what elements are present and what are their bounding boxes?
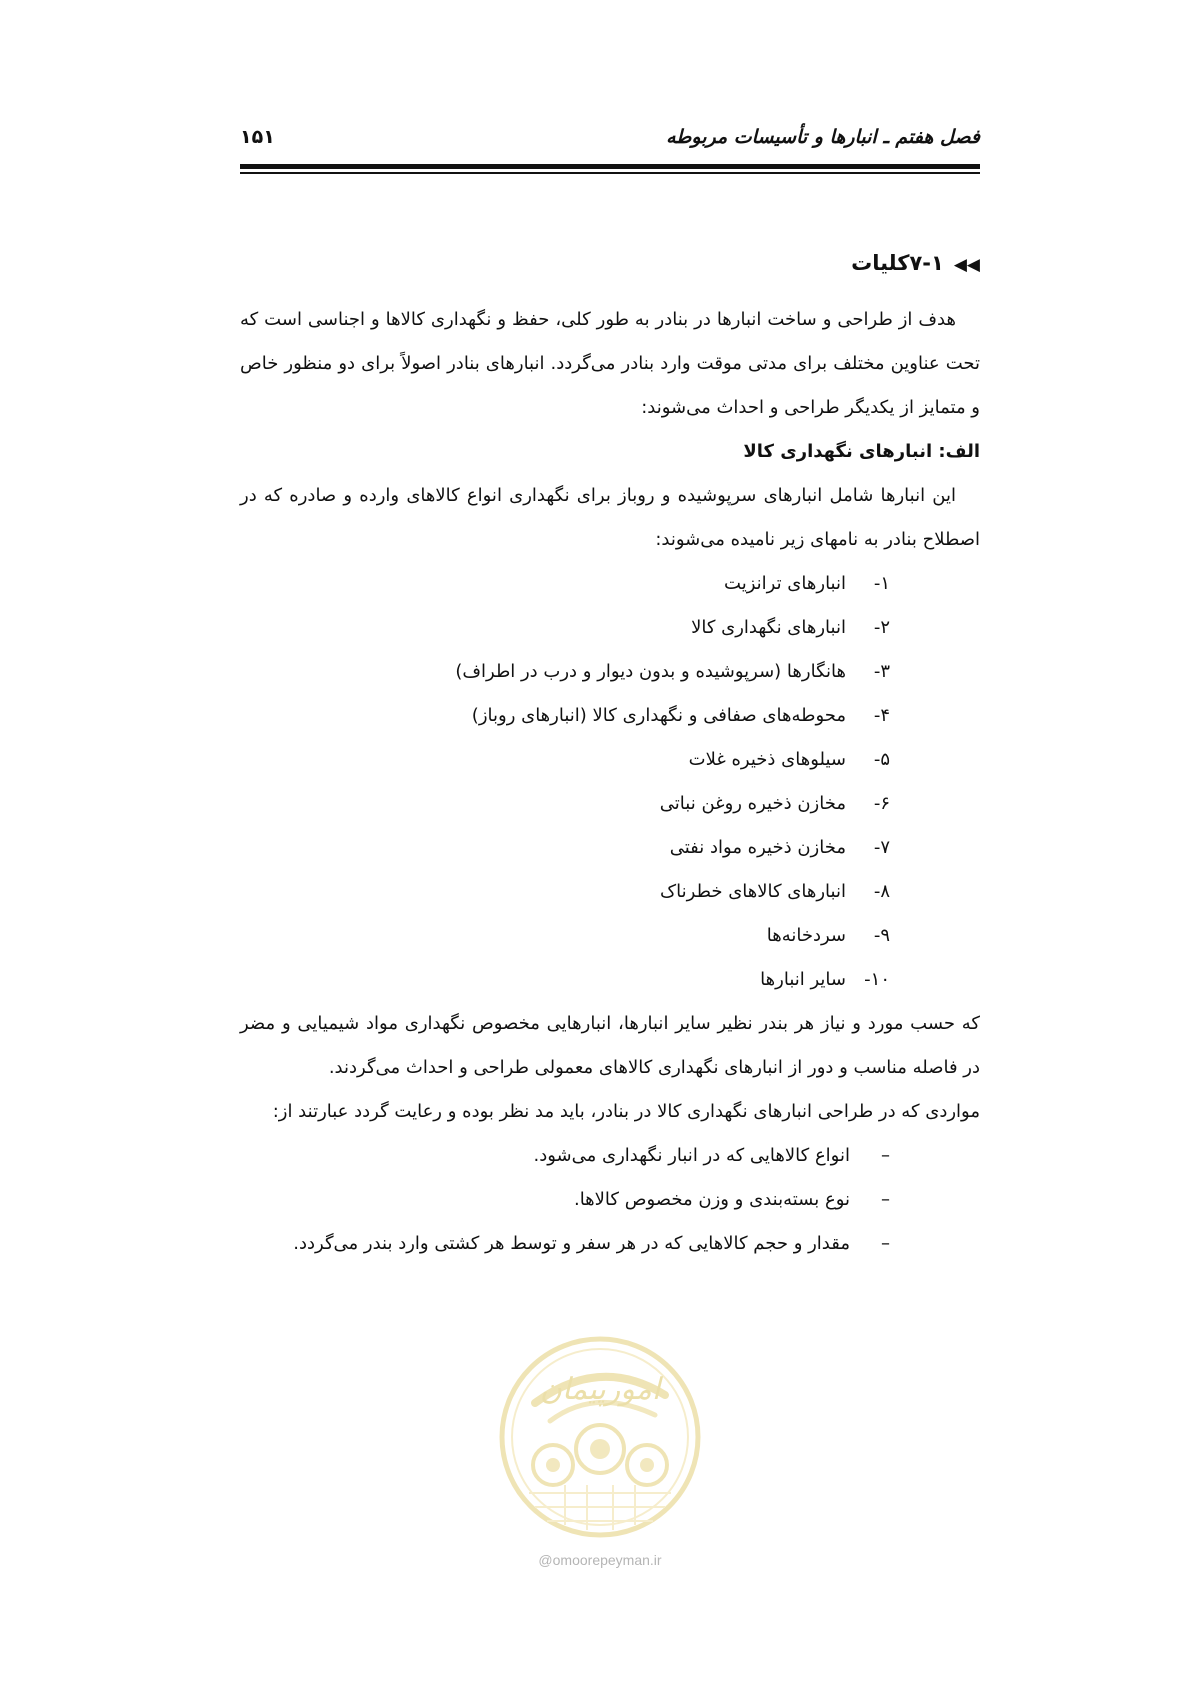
intro-paragraph: هدف از طراحی و ساخت انبارها در بنادر به طور کلی، حفظ و نگهداری کالاها و اجناسی است که تحت عناوین مختلف برای مدتی موقت وارد بنادر می‌گردد. انبارهای بنادر اصولاً برای دو منظور خاص و متمایز از یکدیگر طراحی و احداث می‌شوند: xyxy=(240,309,980,418)
list-item-text: هانگارها (سرپوشیده و بدون دیوار و درب در اطراف) xyxy=(455,661,846,682)
list-item xyxy=(240,870,890,914)
list-item-text: انبارهای نگهداری کالا xyxy=(691,617,846,638)
watermark-logo-icon xyxy=(495,1325,705,1555)
list-item-number: ۶- xyxy=(873,793,890,814)
considerations-intro: مواردی که در طراحی انبارهای نگهداری کالا در بنادر، باید مد نظر بوده و رعایت گردد عبارتند از: xyxy=(272,1101,980,1122)
header-rule-thick xyxy=(240,164,980,169)
list-item xyxy=(240,694,890,738)
list-item-text: سردخانه‌ها xyxy=(766,925,846,946)
bullet-item xyxy=(240,1222,890,1266)
list-item xyxy=(240,958,890,1002)
running-header-title: فصل هفتم ـ انبارها و تأسیسات مربوطه xyxy=(666,126,980,148)
bullet-item-text: نوع بسته‌بندی و وزن مخصوص کالاها. xyxy=(573,1189,850,1210)
after-list-paragraph: که حسب مورد و نیاز هر بندر نظیر سایر انبارها، انبارهایی مخصوص نگهداری مواد شیمیایی و مضر در فاصله مناسب و دور از انبارهای نگهداری کالاهای معمولی طراحی و احداث می‌گردند. xyxy=(240,1013,980,1078)
list-item xyxy=(240,782,890,826)
list-item xyxy=(240,738,890,782)
page-body xyxy=(240,240,980,1266)
list-item-number: ۴- xyxy=(873,705,890,726)
watermark-url: @omoorepeyman.ir xyxy=(538,1552,662,1568)
list-item-number: ۵- xyxy=(873,749,890,770)
section-heading-text: ۷-۱کلیات xyxy=(851,251,944,275)
bullet-item xyxy=(240,1134,890,1178)
header-rule-thin xyxy=(240,172,980,174)
list-item xyxy=(240,914,890,958)
list-item-text: انبارهای ترانزیت xyxy=(724,573,846,594)
list-item-number: ۷- xyxy=(873,837,890,858)
considerations-list xyxy=(240,1134,980,1266)
list-item xyxy=(240,562,890,606)
list-item-text: انبارهای کالاهای خطرناک xyxy=(660,881,846,902)
subsection-paragraph: این انبارها شامل انبارهای سرپوشیده و روباز برای نگهداری انواع کالاهای وارده و صادره که در اصطلاح بنادر به نامهای زیر نامیده می‌شوند: xyxy=(240,485,980,550)
list-item-text: محوطه‌های صفافی و نگهداری کالا (انبارهای روباز) xyxy=(471,705,846,726)
dash-bullet-icon: – xyxy=(881,1189,890,1210)
watermark-logo-text: امورپیمان xyxy=(539,1372,661,1407)
subsection-heading: الف: انبارهای نگهداری کالا xyxy=(743,441,980,462)
warehouse-types-list xyxy=(240,562,980,1002)
bullet-item xyxy=(240,1178,890,1222)
dash-bullet-icon: – xyxy=(881,1145,890,1166)
list-item-text: مخازن ذخیره روغن نباتی xyxy=(659,793,846,814)
list-item xyxy=(240,606,890,650)
dash-bullet-icon: – xyxy=(881,1233,890,1254)
list-item-number: ۱۰- xyxy=(864,969,890,990)
bullet-item-text: انواع کالاهایی که در انبار نگهداری می‌شود. xyxy=(533,1145,850,1166)
list-item xyxy=(240,650,890,694)
list-item-number: ۱- xyxy=(873,573,890,594)
list-item-number: ۲- xyxy=(873,617,890,638)
list-item-number: ۳- xyxy=(873,661,890,682)
list-item-number: ۹- xyxy=(873,925,890,946)
section-heading xyxy=(240,240,980,286)
list-item-text: سایر انبارها xyxy=(760,969,846,990)
list-item-text: سیلوهای ذخیره غلات xyxy=(688,749,846,770)
list-item xyxy=(240,826,890,870)
list-item-number: ۸- xyxy=(873,881,890,902)
double-chevron-icon: ◀◀ xyxy=(953,255,980,275)
list-item-text: مخازن ذخیره مواد نفتی xyxy=(669,837,846,858)
bullet-item-text: مقدار و حجم کالاهایی که در هر سفر و توسط هر کشتی وارد بندر می‌گردد. xyxy=(293,1233,850,1254)
page-number: ۱۵۱ xyxy=(240,126,275,148)
